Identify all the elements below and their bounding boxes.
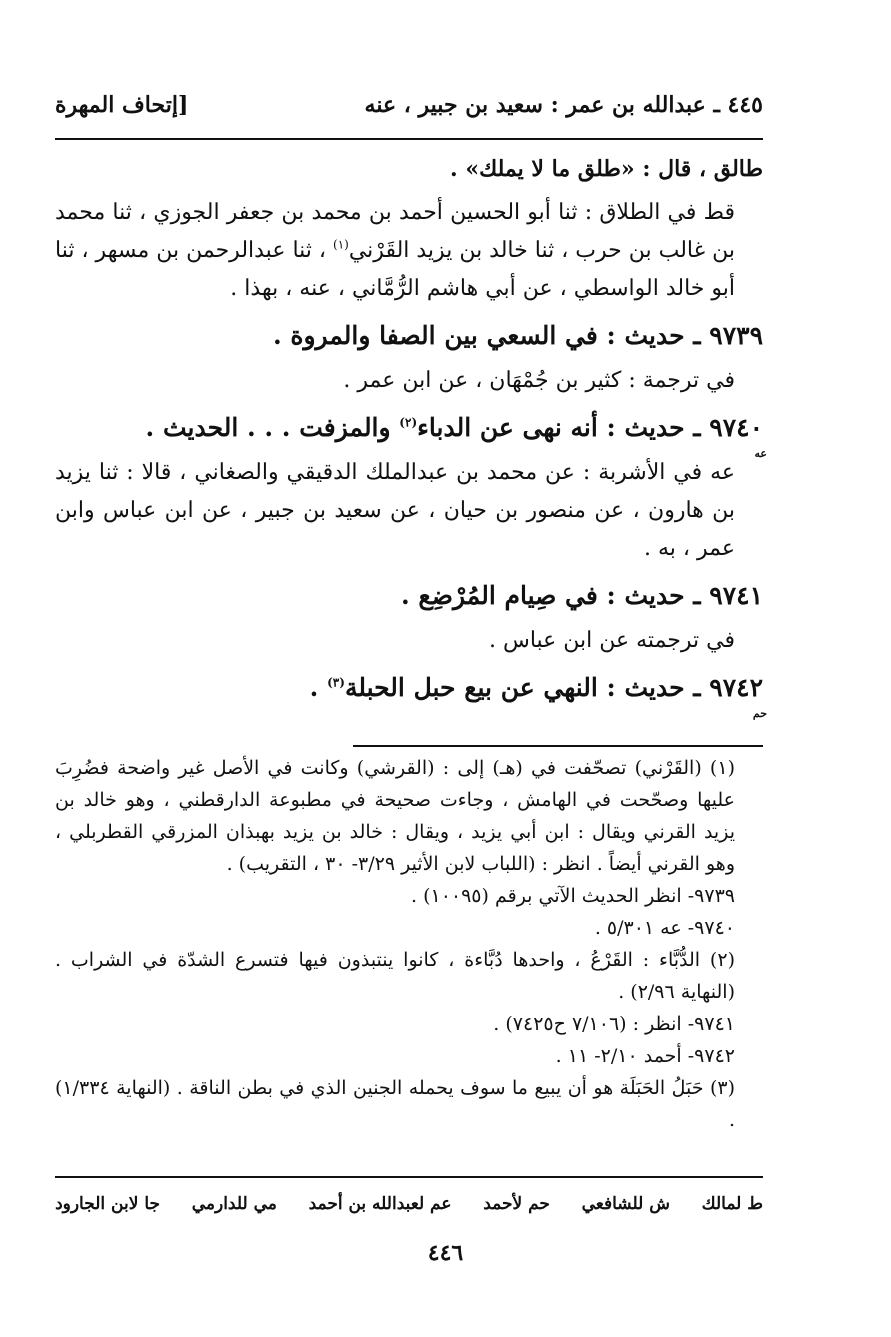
hadith-heading-9742-text: ٩٧٤٢ ـ حديث : النهي عن بيع حبل الحبلة — [344, 673, 763, 702]
hadith-heading-9740-end: والمزفت . . . الحديث . — [145, 413, 391, 442]
hadith-heading-9741 — [55, 574, 763, 618]
footnote-rule — [353, 745, 763, 747]
abbrev-item: مي للدارمي — [191, 1194, 277, 1214]
note-9739: ٩٧٣٩- انظر الحديث الآتي برقم (١٠٠٩٥) . — [410, 885, 735, 907]
hadith-text-9740: عه في الأشربة : عن محمد بن عبدالملك الدقيقي والصغاني ، قالا : ثنا يزيد بن هارون ، عن منصور بن حيان ، عن سعيد بن جبير ، عن ابن عباس وابن عمر ، به . — [55, 460, 735, 561]
paragraph-qt — [55, 194, 763, 308]
running-head-title: ٤٤٥ ـ عبدالله بن عمر : سعيد بن جبير ، عنه — [364, 92, 763, 118]
footnote-ref-2: (٢) — [399, 415, 418, 430]
page-number: ٤٤٦ — [427, 1240, 464, 1266]
footnote-ref-3: (٣) — [327, 675, 345, 690]
abbreviations-rule — [55, 1176, 763, 1178]
paragraph-qt-text: قط في الطلاق : ثنا أبو الحسين أحمد بن محمد بن جعفر الجوزي ، ثنا محمد بن غالب بن حرب ، ثنا خالد بن يزيد القَرْني — [55, 200, 735, 263]
header-rule — [55, 138, 763, 140]
hadith-heading-9739 — [55, 314, 763, 358]
hadith-heading-9739-text: ٩٧٣٩ ـ حديث : في السعي بين الصفا والمروة . — [272, 321, 763, 350]
hadith-heading-9740 — [55, 406, 767, 460]
hadith-heading-9740-text: ٩٧٤٠ ـ حديث : أنه نهى عن الدباء — [417, 413, 763, 442]
note-9742: ٩٧٤٢- أحمد ٢/١٠- ١١ . — [555, 1045, 735, 1067]
abbrev-item: حم لأحمد — [483, 1194, 550, 1214]
main-text — [55, 150, 767, 720]
sigla-9740: عه — [754, 447, 767, 460]
footnotes — [55, 752, 763, 1136]
running-head — [55, 88, 763, 122]
footnote-ref-1: (١) — [333, 237, 349, 252]
abbrev-item: ش للشافعي — [581, 1194, 670, 1214]
footnote-3: (٣) حَبَلُ الحَبَلَة هو أن يبيع ما سوف يحمله الجنين الذي في بطن الناقة . (النهاية ١/٣٣٤) . — [55, 1077, 735, 1131]
running-head-book: [إتحاف المهرة — [55, 92, 189, 118]
note-9740: ٩٧٤٠- عه ٥/٣٠١ . — [594, 917, 735, 939]
footnote-1: (١) (القَرْني) تصحّفت في (هـ) إلى : (القرشي) وكانت في الأصل غير واضحة فضُرِبَ عليها وصحّحت في الهامش ، وجاءت صحيحة في مطبوعة الدارقطني ، وهو خالد بن يزيد القرني ويقال : ابن أبي يزيد ، ويقال : خالد بن يزيد بهبذان المزرقي القطربلي ، وهو القرني أيضاً . انظر : (اللباب لابن الأثير ٣/٢٩- ٣٠ ، التقريب) . — [55, 757, 735, 875]
sigla-9742: حم — [752, 707, 767, 720]
paragraph-qt-end: ، ثنا عبدالرحمن بن مسهر ، ثنا أبو خالد الواسطي ، عن أبي هاشم الرُّمَّاني ، عنه ، بهذا . — [55, 238, 735, 301]
abbrev-item: جا لابن الجارود — [55, 1194, 161, 1214]
footnote-2: (٢) الدُّبَّاء : القَرْعُ ، واحدها دُبَّاءة ، كانوا ينتبذون فيها فتسرع الشدّة في الشراب . (النهاية ٢/٩٦) . — [55, 949, 735, 1003]
hadith-heading-9742 — [55, 666, 767, 720]
abbrev-item: عم لعبدالله بن أحمد — [308, 1194, 452, 1214]
hadith-text-9741: في ترجمته عن ابن عباس . — [488, 628, 735, 653]
hadith-heading-9742-end: . — [309, 673, 319, 702]
note-9741: ٩٧٤١- انظر : (٧/١٠٦ ح٧٤٢٥) . — [493, 1013, 735, 1035]
continued-line: طالق ، قال : «طلق ما لا يملك» . — [450, 156, 763, 182]
hadith-text-9739: في ترجمة : كثير بن جُمْهَان ، عن ابن عمر . — [343, 368, 735, 393]
abbreviations-key — [55, 1186, 763, 1222]
hadith-heading-9741-text: ٩٧٤١ ـ حديث : في صِيام المُرْضِع . — [401, 581, 763, 610]
abbrev-item: ط لمالك — [701, 1194, 763, 1214]
